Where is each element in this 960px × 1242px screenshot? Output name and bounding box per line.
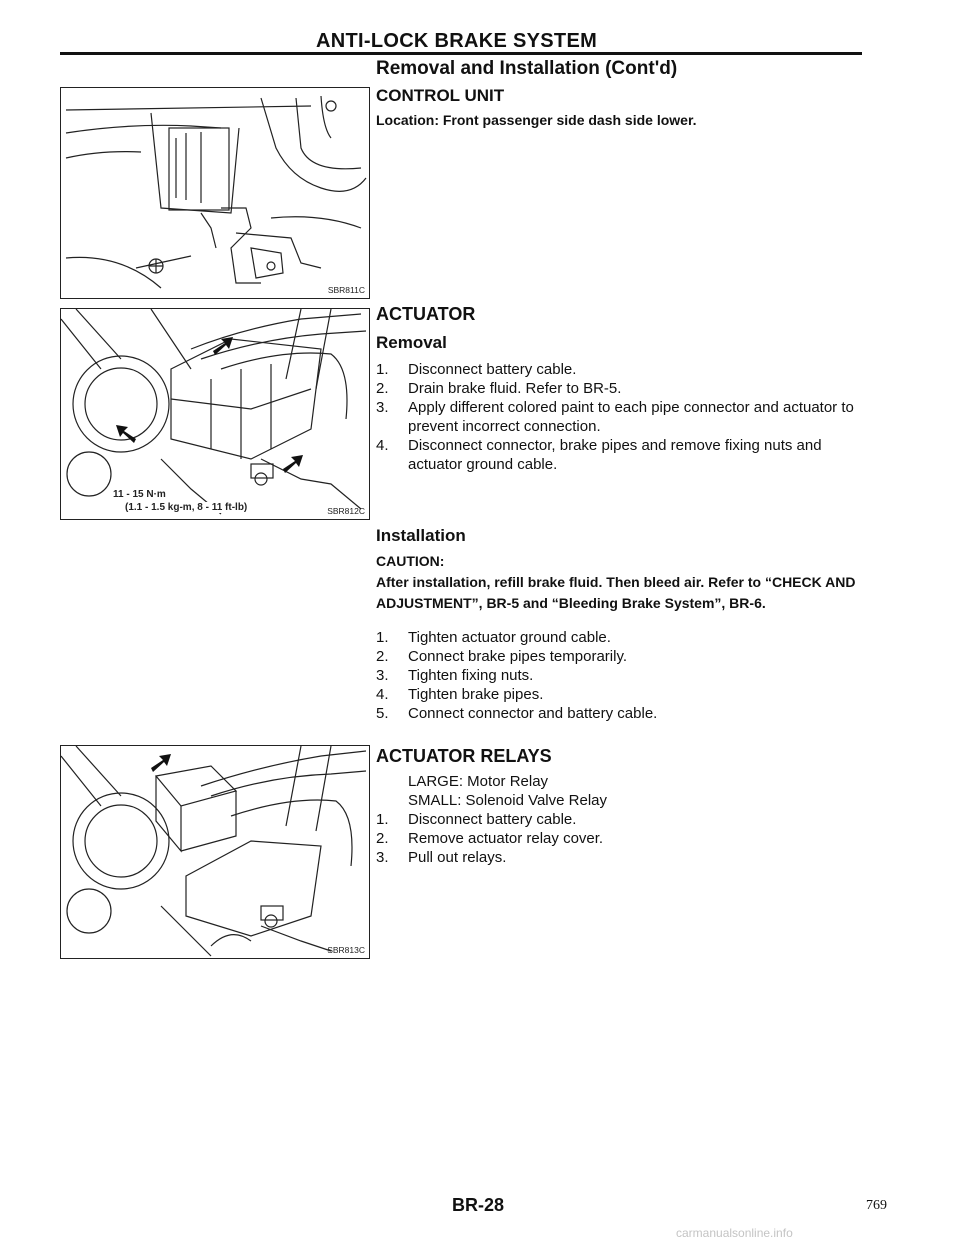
actuator-relays-figure bbox=[60, 745, 370, 959]
large-relay-label: LARGE: Motor Relay bbox=[408, 773, 549, 790]
control-unit-location: Location: Front passenger side dash side lower. bbox=[376, 112, 697, 128]
list-item bbox=[376, 810, 864, 829]
step-number: 5. bbox=[376, 705, 389, 722]
list-item bbox=[376, 379, 864, 398]
control-unit-heading: CONTROL UNIT bbox=[376, 86, 505, 105]
step-number: 1. bbox=[376, 811, 389, 828]
step-text: Tighten fixing nuts. bbox=[408, 667, 534, 684]
actuator-heading: ACTUATOR bbox=[376, 304, 476, 324]
actuator-illustration bbox=[61, 309, 369, 519]
list-item bbox=[376, 666, 864, 685]
installation-heading: Installation bbox=[376, 526, 466, 545]
step-number: 2. bbox=[376, 830, 389, 847]
step-number: 3. bbox=[376, 399, 389, 416]
relay-steps bbox=[376, 810, 864, 867]
list-item bbox=[376, 848, 864, 867]
list-item bbox=[376, 628, 864, 647]
step-number: 4. bbox=[376, 686, 389, 703]
step-text: Drain brake fluid. Refer to BR-5. bbox=[408, 380, 622, 397]
title-rule bbox=[60, 52, 862, 55]
figure-code: SBR812C bbox=[327, 506, 365, 516]
step-text: Disconnect battery cable. bbox=[408, 361, 577, 378]
step-text: Tighten brake pipes. bbox=[408, 686, 544, 703]
step-number: 3. bbox=[376, 667, 389, 684]
step-number: 2. bbox=[376, 648, 389, 665]
section-title: Removal and Installation (Cont'd) bbox=[376, 58, 678, 79]
step-number: 2. bbox=[376, 380, 389, 397]
list-item bbox=[376, 685, 864, 704]
list-item bbox=[376, 704, 864, 723]
page-title: ANTI-LOCK BRAKE SYSTEM bbox=[316, 30, 598, 52]
actuator-relays-heading: ACTUATOR RELAYS bbox=[376, 746, 552, 766]
step-number: 1. bbox=[376, 629, 389, 646]
control-unit-figure bbox=[60, 87, 370, 299]
step-text: Remove actuator relay cover. bbox=[408, 830, 604, 847]
caution-text: After installation, refill brake fluid. Then bleed air. Refer to “CHECK AND ADJUSTMENT”, BR-5 and “Bleeding Brake System”, BR-6. bbox=[376, 574, 856, 611]
step-text: Pull out relays. bbox=[408, 849, 507, 866]
list-item bbox=[376, 360, 864, 379]
step-text: Apply different colored paint to each pipe connector and actuator to prevent incorrect connection. bbox=[408, 399, 854, 435]
figure-code: SBR811C bbox=[327, 285, 365, 295]
figure-code: SBR813C bbox=[327, 945, 365, 955]
step-text: Tighten actuator ground cable. bbox=[408, 629, 611, 646]
watermark-text: carmanualsonline.info bbox=[676, 1226, 793, 1240]
step-text: Connect connector and battery cable. bbox=[408, 705, 658, 722]
torque-value: 11 - 15 N·m bbox=[113, 489, 166, 500]
list-item bbox=[376, 436, 864, 474]
control-unit-illustration bbox=[61, 88, 369, 298]
step-number: 4. bbox=[376, 437, 389, 454]
installation-steps bbox=[376, 628, 864, 723]
removal-heading: Removal bbox=[376, 333, 447, 352]
actuator-figure bbox=[60, 308, 370, 520]
step-text: Connect brake pipes temporarily. bbox=[408, 648, 627, 665]
removal-steps bbox=[376, 360, 864, 474]
step-text: Disconnect battery cable. bbox=[408, 811, 577, 828]
list-item bbox=[376, 829, 864, 848]
step-text: Disconnect connector, brake pipes and remove fixing nuts and actuator ground cable. bbox=[408, 437, 822, 473]
page-number: 769 bbox=[866, 1198, 887, 1213]
small-relay-label: SMALL: Solenoid Valve Relay bbox=[408, 792, 607, 809]
step-number: 3. bbox=[376, 849, 389, 866]
caution-label: CAUTION: bbox=[376, 553, 445, 569]
actuator-relays-illustration bbox=[61, 746, 369, 958]
page-code: BR-28 bbox=[452, 1195, 505, 1215]
list-item bbox=[376, 647, 864, 666]
step-number: 1. bbox=[376, 361, 389, 378]
torque-value-imperial: (1.1 - 1.5 kg-m, 8 - 11 ft-lb) bbox=[125, 502, 248, 513]
list-item bbox=[376, 398, 864, 436]
